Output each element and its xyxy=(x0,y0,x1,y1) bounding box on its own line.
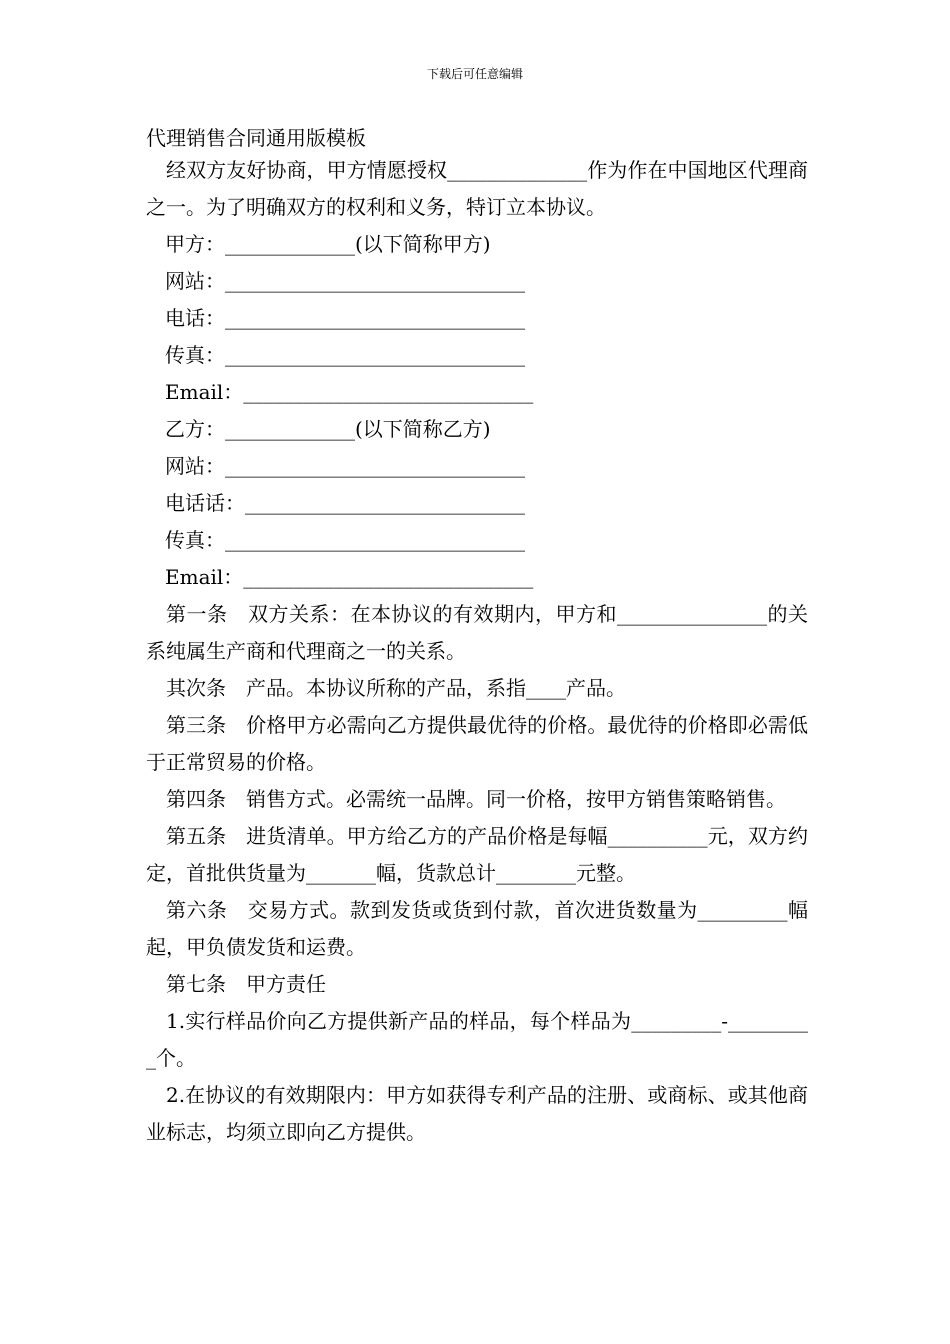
article-7-item-1: 1.实行样品价向乙方提供新产品的样品，每个样品为_________-_________个。 xyxy=(146,1009,808,1070)
article-1: 第一条 双方关系：在本协议的有效期内，甲方和_______________的关系纯属生产商和代理商之一的关系。 xyxy=(146,602,808,663)
article-6: 第六条 交易方式。款到发货或货到付款，首次进货数量为_________幅起，甲负债发货和运费。 xyxy=(146,898,808,959)
document-title: 代理销售合同通用版模板 xyxy=(146,126,366,150)
party-b-website-field: 网站：______________________________ xyxy=(165,454,525,478)
header-note: 下载后可任意编辑 xyxy=(426,67,523,81)
article-2: 其次条 产品。本协议所称的产品，系指____产品。 xyxy=(166,676,626,700)
article-4: 第四条 销售方式。必需统一品牌。同一价格，按甲方销售策略销售。 xyxy=(166,787,786,811)
intro-paragraph: 经双方友好协商，甲方情愿授权______________作为作在中国地区代理商之一。为了明确双方的权利和义务，特订立本协议。 xyxy=(146,158,808,219)
party-a-email-field: Email：_____________________________ xyxy=(165,380,534,404)
document-body xyxy=(146,152,808,1151)
party-a-name-field: 甲方：_____________(以下简称甲方) xyxy=(165,232,491,256)
party-b-email-field: Email：_____________________________ xyxy=(165,565,534,589)
article-7-item-2: 2.在协议的有效期限内：甲方如获得专利产品的注册、或商标、或其他商业标志，均须立即向乙方提供。 xyxy=(146,1083,808,1144)
article-7-heading: 第七条 甲方责任 xyxy=(166,972,326,996)
party-b-phone-field: 电话话：____________________________ xyxy=(165,491,525,515)
party-b-fax-field: 传真：______________________________ xyxy=(165,528,525,552)
party-b-name-field: 乙方：_____________(以下简称乙方) xyxy=(165,417,491,441)
party-a-website-field: 网站：______________________________ xyxy=(165,269,525,293)
party-a-fax-field: 传真：______________________________ xyxy=(165,343,525,367)
article-3: 第三条 价格甲方必需向乙方提供最优待的价格。最优待的价格即必需低于正常贸易的价格。 xyxy=(146,713,808,774)
party-a-phone-field: 电话：______________________________ xyxy=(165,306,525,330)
article-5: 第五条 进货清单。甲方给乙方的产品价格是每幅__________元，双方约定，首批供货量为_______幅，货款总计________元整。 xyxy=(146,824,808,885)
